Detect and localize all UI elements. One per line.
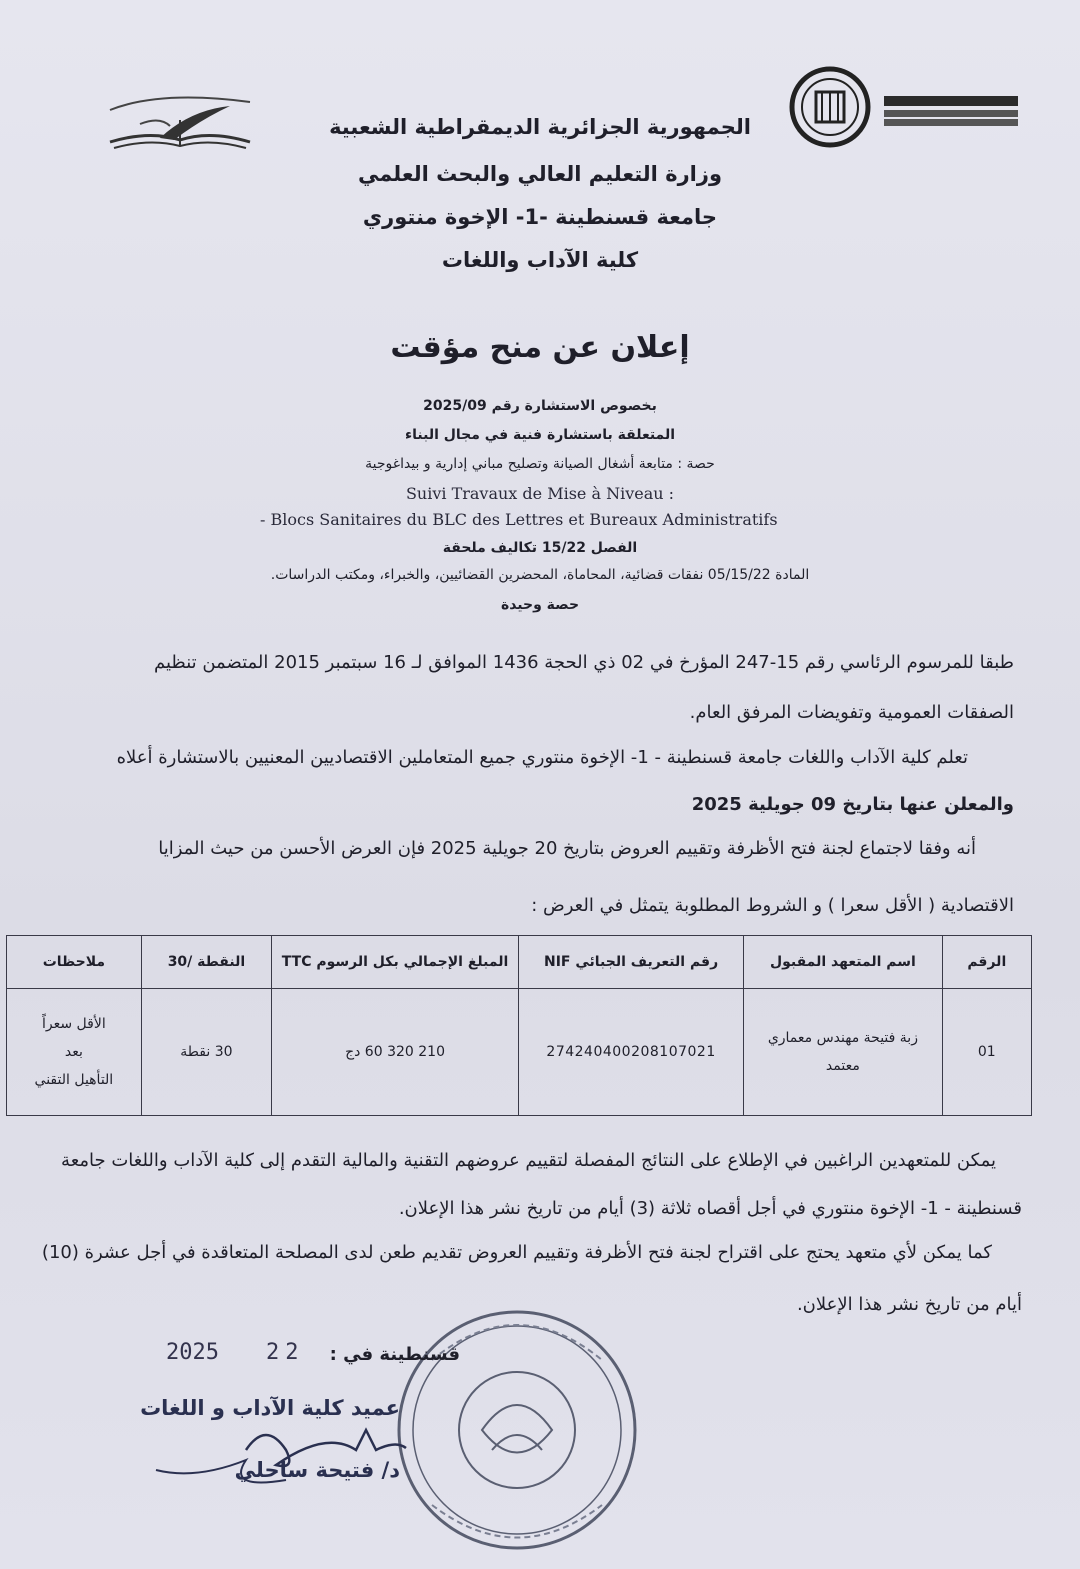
col-nif-header: رقم التعريف الجبائي NIF [518, 936, 743, 989]
dean-title: عميد كلية الآداب و اللغات [140, 1396, 400, 1420]
table-header-row [7, 936, 1032, 989]
lot-french-line2: - Blocs Sanitaires du BLC des Lettres et Bureaux Administratifs [260, 510, 778, 529]
cell-notes-line1: الأقل سعراً [42, 1016, 106, 1032]
cell-amount: 210 320 60 دج [272, 989, 519, 1116]
header-line-university: جامعة قسنطينة -1- الإخوة منتوري [362, 205, 718, 229]
cell-notes [7, 989, 142, 1116]
body-paragraph-3-line1: أنه وفقا لاجتماع لجنة فتح الأظرفة وتقييم العروض بتاريخ 20 جويلية 2025 فإن العرض الأحسن من حيث المزايا [158, 838, 976, 859]
body-paragraph-5-line1: كما يمكن لأي متعهد يحتج على اقتراح لجنة فتح الأظرفة وتقييم العروض تقديم طعن لدى المصلحة المتعاقدة في أجل عشرة (10) [41, 1242, 992, 1263]
consultation-ref: بخصوص الاستشارة رقم 2025/09 [423, 398, 657, 414]
cell-name-line2: معتمد [825, 1058, 860, 1074]
lot-french-line1: Suivi Travaux de Mise à Niveau : [405, 484, 675, 503]
body-paragraph-1-line2: الصفقات العمومية وتفويضات المرفق العام. [689, 702, 1014, 723]
col-amount-header: المبلغ الإجمالي بكل الرسوم TTC [272, 936, 519, 989]
body-paragraph-1-line1: طبقا للمرسوم الرئاسي رقم 15-247 المؤرخ في 02 ذي الحجة 1436 الموافق لـ 16 سبتمبر 2015 المتضمن تنظيم [154, 652, 1014, 673]
budget-chapter: الفصل 15/22 تكاليف ملحقة [442, 540, 638, 556]
body-paragraph-3-line2: الاقتصادية ( الأقل سعرا ) و الشروط المطلوبة يتمثل في العرض : [531, 895, 1014, 916]
body-paragraph-2-line1: تعلم كلية الآداب واللغات جامعة قسنطينة - 1- الإخوة منتوري جميع المتعاملين الاقتصاديين المعنيين بالاستشارة أعلاه [116, 747, 968, 768]
document-title: إعلان عن منح مؤقت [390, 330, 690, 365]
body-paragraph-4-line2: قسنطينة - 1- الإخوة منتوري في أجل أقصاه ثلاثة (3) أيام من تاريخ نشر هذا الإعلان. [398, 1198, 1022, 1219]
signature-date [160, 1340, 460, 1380]
header-line-republic: الجمهورية الجزائرية الديمقراطية الشعبية [329, 115, 751, 139]
date-year: 2025 [166, 1340, 219, 1365]
official-stamp [392, 1300, 642, 1560]
date-day: 22 [266, 1340, 305, 1365]
cell-nif: 274240400208107021 [518, 989, 743, 1116]
consultation-topic: المتعلقة باستشارة فنية في مجال البناء [404, 427, 675, 443]
cell-name [744, 989, 942, 1116]
dean-name: د/ فتيحة ساحلي [234, 1458, 400, 1482]
cell-name-line1: زبة فتيحة مهندس معماري [767, 1030, 918, 1046]
header-line-faculty: كلية الآداب واللغات [441, 248, 639, 272]
cell-notes-line3: التأهيل التقني [34, 1072, 114, 1088]
col-score-header: النقطة /30 [141, 936, 271, 989]
col-name-header: اسم المتعهد المقبول [744, 936, 942, 989]
body-paragraph-5-line2: أيام من تاريخ نشر هذا الإعلان. [796, 1294, 1022, 1315]
cell-notes-line2: بعد [64, 1044, 83, 1060]
award-table [6, 935, 1032, 1116]
header-line-ministry: وزارة التعليم العالي والبحث العلمي [357, 162, 723, 186]
col-notes-header: ملاحظات [7, 936, 142, 989]
table-row [7, 989, 1032, 1116]
budget-article: المادة 05/15/22 نفقات قضائية، المحاماة، المحضرين القضائيين، والخبراء، ومكتب الدراسات. [270, 567, 810, 583]
date-label: قسنطينة في : [329, 1344, 460, 1365]
single-lot: حصة وحيدة [500, 597, 580, 613]
lot-description: حصة : متابعة أشغال الصيانة وتصليح مباني إدارية و بيداغوجية [365, 456, 715, 472]
body-paragraph-4-line1: يمكن للمتعهدين الراغبين في الإطلاع على النتائج المفصلة لتقييم عروضهم التقنية والمالية التقدم إلى كلية الآداب واللغات جامعة [61, 1150, 996, 1171]
body-paragraph-2-line2: والمعلن عنها بتاريخ 09 جويلية 2025 [691, 794, 1014, 815]
col-number-header: الرقم [942, 936, 1031, 989]
cell-score: 30 نقطة [141, 989, 271, 1116]
cell-number: 01 [942, 989, 1031, 1116]
